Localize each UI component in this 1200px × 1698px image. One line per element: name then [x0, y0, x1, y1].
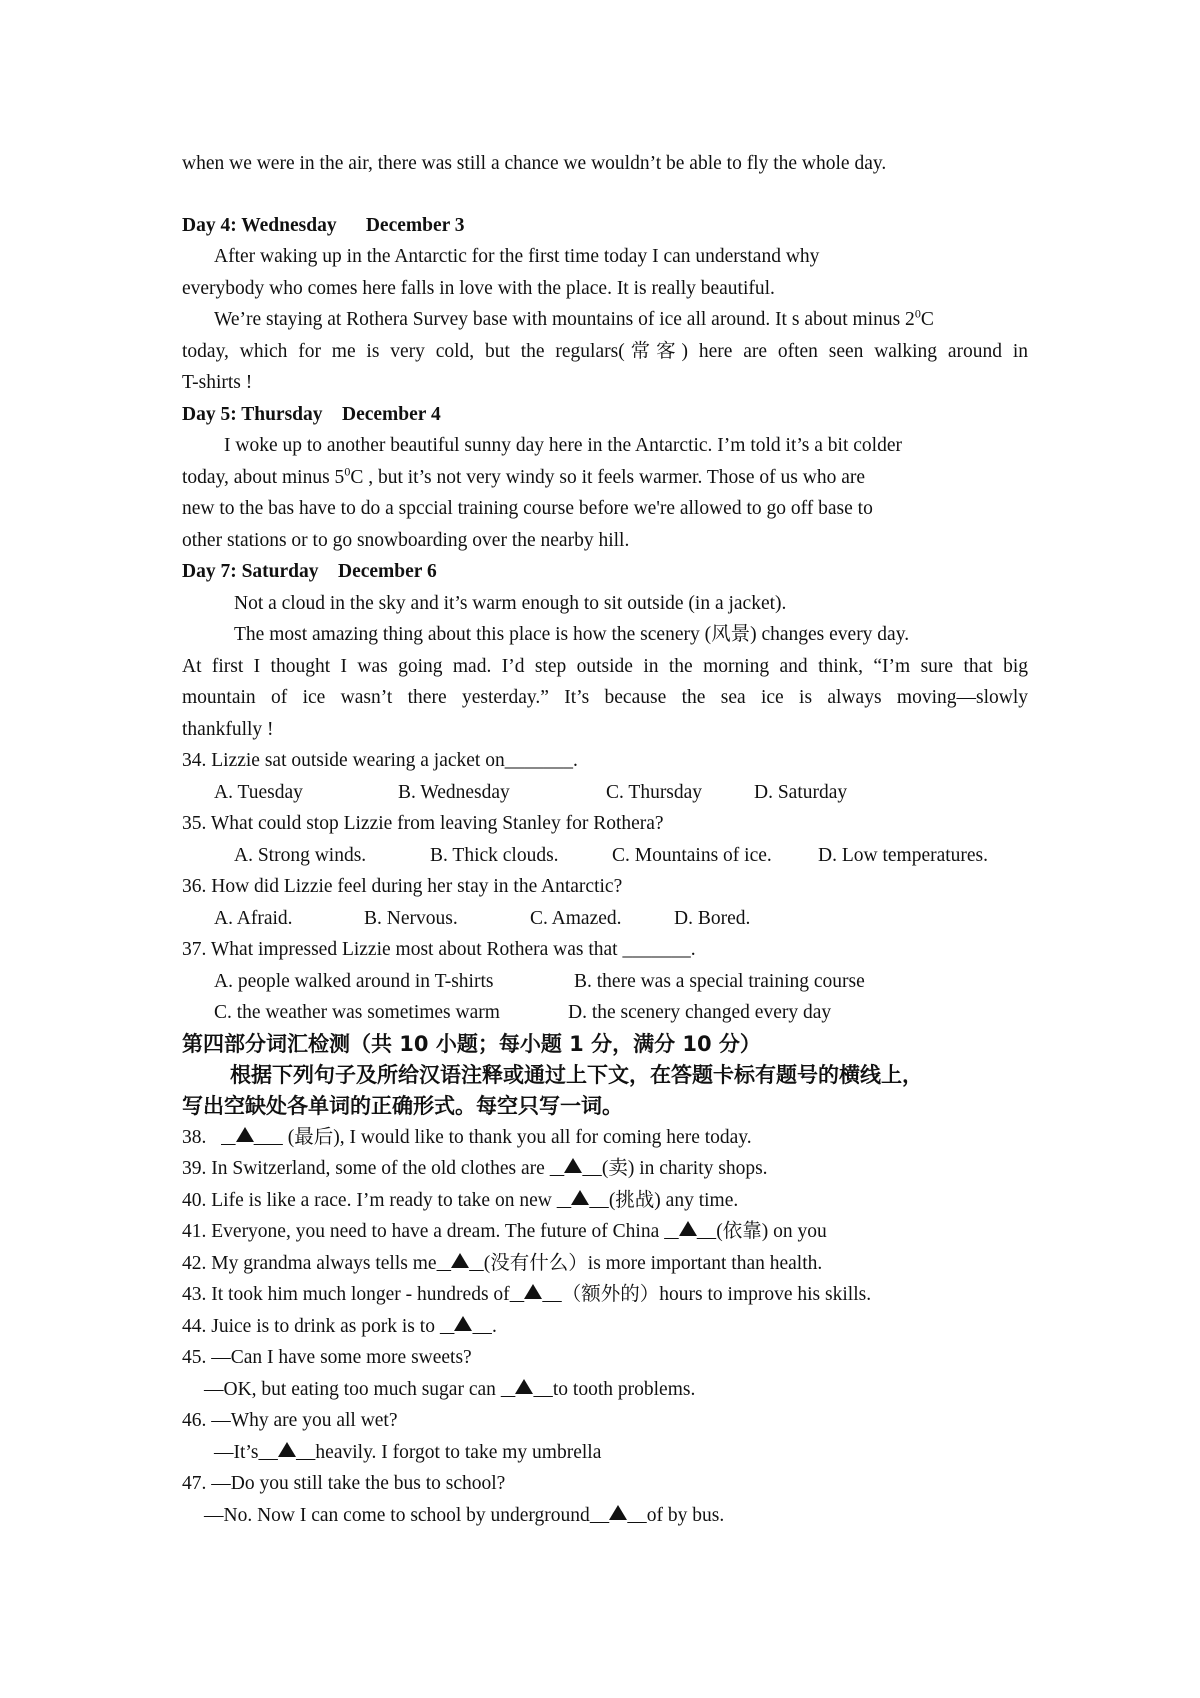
option-d[interactable]: D. Saturday: [754, 781, 848, 803]
degree-sup: 0: [344, 464, 351, 478]
day7-line1: Not a cloud in the sky and it’s warm enough to sit outside (in a jacket).: [234, 592, 787, 614]
vocab-text: (没有什么）is more important than health.: [483, 1252, 823, 1274]
vocab-text: (依靠) on you: [716, 1221, 827, 1242]
answer-blank[interactable]: [258, 1437, 315, 1469]
question-37-stem: 37. What impressed Lizzie most about Rothera was that _______.: [182, 939, 696, 960]
vocab-text: .: [491, 1315, 497, 1337]
triangle-icon: [236, 1127, 254, 1142]
day4-heading: Day 4: Wednesday December 3: [182, 214, 465, 236]
triangle-icon: [524, 1284, 542, 1299]
vocab-item-46-question: 46. —Why are you all wet?: [182, 1410, 398, 1431]
option-a[interactable]: A. Strong winds.: [234, 844, 367, 866]
option-b[interactable]: B. Nervous.: [364, 907, 458, 929]
vocab-text: —OK, but eating too much sugar can: [204, 1378, 501, 1400]
day7-line4: mountain of ice wasn’t there yesterday.” It’s because the sea ice is always moving—slowly: [182, 687, 1028, 708]
vocab-item-47: [182, 1500, 1028, 1532]
option-a[interactable]: A. Afraid.: [214, 907, 293, 929]
vocab-item-46: [182, 1437, 1028, 1469]
day5-line1: I woke up to another beautiful sunny day here in the Antarctic. I’m told it’s a bit colder: [224, 435, 902, 456]
day7-heading: Day 7: Saturday December 6: [182, 561, 437, 582]
answer-blank[interactable]: [557, 1185, 609, 1217]
triangle-icon: [278, 1442, 296, 1457]
triangle-icon: [679, 1221, 697, 1236]
answer-blank[interactable]: [550, 1153, 602, 1185]
vocab-text: (挑战) any time.: [608, 1189, 739, 1211]
answer-blank[interactable]: [510, 1279, 562, 1311]
triangle-icon: [451, 1253, 469, 1268]
vocab-item-45-question: 45. —Can I have some more sweets?: [182, 1347, 472, 1368]
day7-line5: thankfully !: [182, 718, 274, 740]
day4-p2-line3: T-shirts !: [182, 372, 253, 393]
vocab-text: 39. In Switzerland, some of the old clothes are: [182, 1158, 550, 1179]
question-34-options: [182, 777, 1028, 809]
day5-line2: [182, 462, 1028, 494]
vocab-text: (卖) in charity shops.: [601, 1158, 768, 1179]
day5-line3: new to the bas have to do a spccial training course before we're allowed to go off base to: [182, 498, 873, 519]
question-36-stem: 36. How did Lizzie feel during her stay in the Antarctic?: [182, 876, 623, 897]
vocab-item-45: [182, 1374, 1028, 1406]
triangle-icon: [564, 1158, 582, 1173]
vocab-text: to tooth problems.: [552, 1378, 696, 1400]
worksheet-page: [182, 148, 1028, 1531]
section4-title: 第四部分词汇检测（共 10 小题；每小题 1 分，满分 10 分）: [182, 1031, 761, 1056]
option-d[interactable]: D. the scenery changed every day: [568, 1002, 832, 1023]
option-d[interactable]: D. Bored.: [674, 907, 751, 929]
triangle-icon: [454, 1316, 472, 1331]
vocab-item-43: [182, 1279, 1028, 1311]
option-c[interactable]: C. Amazed.: [530, 907, 622, 929]
option-c[interactable]: C. the weather was sometimes warm: [214, 1002, 500, 1023]
vocab-text: —It’s: [214, 1441, 259, 1463]
vocab-item-42: [182, 1248, 1028, 1280]
vocab-text: of by bus.: [646, 1504, 725, 1526]
question-37-options-row2: [182, 997, 1028, 1029]
section4-instruction-line1: 根据下列句子及所给汉语注释或通过上下文，在答题卡标有题号的横线上，: [230, 1062, 923, 1087]
option-a[interactable]: A. Tuesday: [214, 781, 303, 803]
option-b[interactable]: B. Thick clouds.: [430, 844, 559, 866]
unit-text: C: [920, 309, 934, 330]
question-34-stem: 34. Lizzie sat outside wearing a jacket on_______.: [182, 750, 578, 771]
day4-p2-line1: [182, 304, 1028, 336]
vocab-item-44: [182, 1311, 1028, 1343]
day4-p1-line1: After waking up in the Antarctic for the first time today I can understand why: [214, 246, 820, 267]
vocab-item-39: [182, 1153, 1028, 1185]
answer-blank[interactable]: [440, 1311, 492, 1343]
vocab-text: 42. My grandma always tells me: [182, 1252, 437, 1274]
option-d[interactable]: D. Low temperatures.: [818, 844, 989, 866]
vocab-text: —No. Now I can come to school by underground: [204, 1504, 590, 1526]
spacer: [182, 180, 1028, 210]
triangle-icon: [515, 1379, 533, 1394]
vocab-text: (最后), I would like to thank you all for coming here today.: [282, 1126, 752, 1148]
day7-line3: At first I thought I was going mad. I’d step outside in the morning and think, “I’m sure that big: [182, 655, 1028, 677]
option-a[interactable]: A. people walked around in T-shirts: [214, 970, 494, 992]
answer-blank[interactable]: [501, 1374, 553, 1406]
vocab-text: （额外的）hours to improve his skills.: [561, 1284, 872, 1305]
vocab-item-40: [182, 1185, 1028, 1217]
question-35-options: [182, 840, 1028, 872]
answer-blank[interactable]: [221, 1122, 283, 1154]
day5-line2-rest: C , but it’s not very windy so it feels warmer. Those of us who are: [350, 466, 865, 488]
day4-p2-line2: today, which for me is very cold, but the regulars(常客) here are often seen walking around in: [182, 340, 1028, 362]
vocab-text: 43. It took him much longer - hundreds of: [182, 1284, 510, 1305]
vocab-text: 40. Life is like a race. I’m ready to take on new: [182, 1189, 557, 1211]
vocab-text: 44. Juice is to drink as pork is to: [182, 1315, 440, 1337]
question-36-options: [182, 903, 1028, 935]
day5-line4: other stations or to go snowboarding over the nearby hill.: [182, 529, 630, 551]
option-c[interactable]: C. Mountains of ice.: [612, 844, 772, 866]
passage-intro-line: when we were in the air, there was still a chance we wouldn’t be able to fly the whole day.: [182, 153, 887, 174]
vocab-text: 38.: [182, 1126, 221, 1148]
degree-sup: 0: [914, 306, 921, 321]
vocab-item-41: [182, 1216, 1028, 1248]
answer-blank[interactable]: [437, 1248, 484, 1280]
day4-p2-text: We’re staying at Rothera Survey base with mountains of ice all around. It s about minus 2: [214, 309, 915, 330]
vocab-text: 41. Everyone, you need to have a dream. The future of China: [182, 1221, 665, 1242]
day7-line2: The most amazing thing about this place is how the scenery (风景) changes every day.: [234, 624, 910, 645]
day4-p1-line2: everybody who comes here falls in love with the place. It is really beautiful.: [182, 277, 775, 299]
answer-blank[interactable]: [664, 1216, 716, 1248]
day5-line2-text: today, about minus 5: [182, 466, 345, 488]
vocab-item-38: [182, 1122, 1028, 1154]
option-b[interactable]: B. there was a special training course: [574, 970, 865, 992]
option-c[interactable]: C. Thursday: [606, 781, 703, 803]
triangle-icon: [609, 1505, 627, 1520]
vocab-text: heavily. I forgot to take my umbrella: [315, 1441, 602, 1463]
question-35-stem: 35. What could stop Lizzie from leaving Stanley for Rothera?: [182, 813, 664, 834]
triangle-icon: [571, 1190, 589, 1205]
question-37-options-row1: [182, 966, 1028, 998]
day5-heading: Day 5: Thursday December 4: [182, 403, 441, 425]
section4-instruction-line2: 写出空缺处各单词的正确形式。每空只写一词。: [182, 1093, 623, 1118]
option-b[interactable]: B. Wednesday: [398, 781, 510, 803]
vocab-item-47-question: 47. —Do you still take the bus to school?: [182, 1473, 506, 1494]
answer-blank[interactable]: [590, 1500, 647, 1532]
